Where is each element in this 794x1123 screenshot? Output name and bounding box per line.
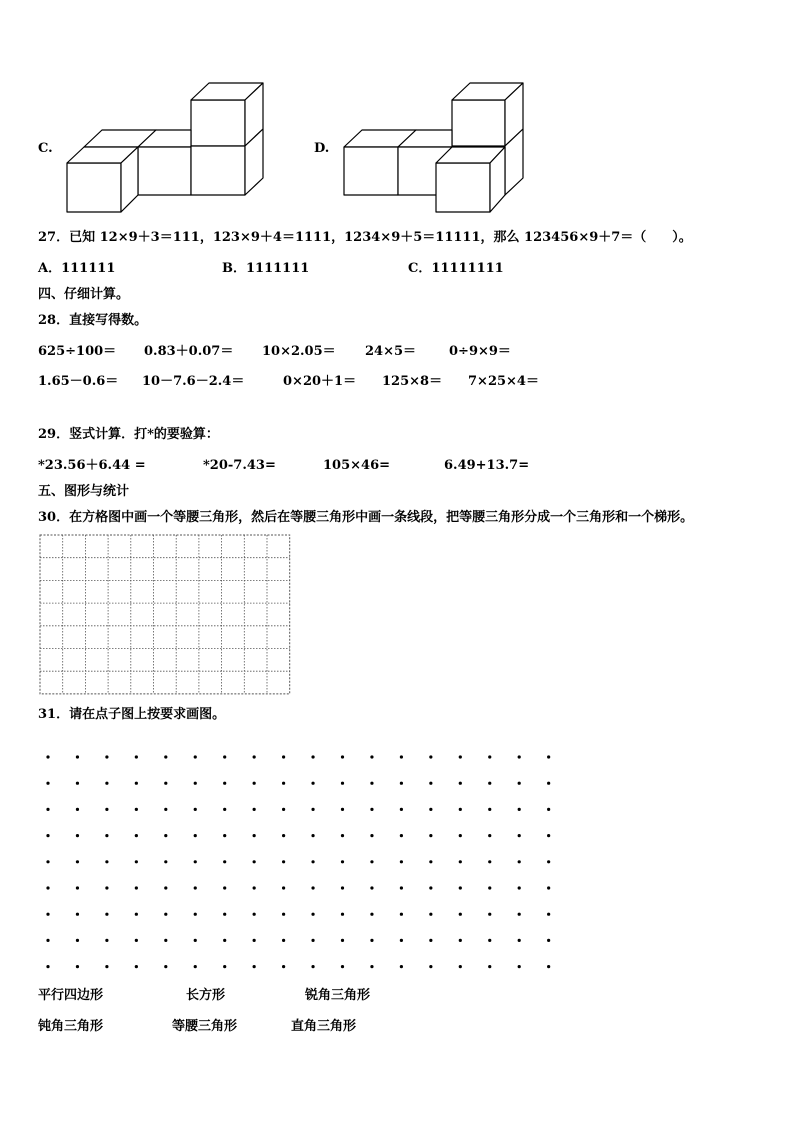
- q28-item: 10－7.6－2.4＝: [142, 374, 245, 389]
- grid-dot: [341, 939, 344, 942]
- grid-dot: [76, 782, 79, 785]
- grid-dot: [400, 939, 403, 942]
- grid-dot: [135, 886, 138, 889]
- grid-dot: [459, 834, 462, 837]
- grid-dot: [46, 965, 49, 968]
- grid-dot: [253, 860, 256, 863]
- grid-dot: [400, 755, 403, 758]
- grid-dot: [400, 965, 403, 968]
- grid-dot: [370, 886, 373, 889]
- grid-dot: [311, 808, 314, 811]
- grid-dot: [459, 886, 462, 889]
- grid-dot: [459, 860, 462, 863]
- grid-dot: [459, 808, 462, 811]
- grid-dot: [223, 782, 226, 785]
- grid-dot: [547, 782, 550, 785]
- shape-label: 长方形: [186, 988, 226, 1003]
- grid-dot: [518, 913, 521, 916]
- grid-dot: [370, 782, 373, 785]
- grid-dot: [518, 834, 521, 837]
- grid-dot: [518, 965, 521, 968]
- shape-label: 直角三角形: [291, 1019, 357, 1034]
- grid-dot: [400, 808, 403, 811]
- grid-dot: [253, 755, 256, 758]
- q29-item: *20-7.43=: [203, 458, 276, 473]
- grid-dot: [105, 808, 108, 811]
- grid-dot: [76, 913, 79, 916]
- grid-dot: [429, 886, 432, 889]
- grid-dot: [282, 782, 285, 785]
- grid-dot: [518, 782, 521, 785]
- grid-dot: [46, 834, 49, 837]
- grid-dot: [76, 860, 79, 863]
- q29-item: 105×46=: [323, 458, 391, 473]
- grid-dot: [223, 834, 226, 837]
- grid-dot: [341, 782, 344, 785]
- grid-dot: [488, 834, 491, 837]
- grid-dot: [547, 808, 550, 811]
- grid-dot: [46, 860, 49, 863]
- grid-dot: [194, 965, 197, 968]
- q28-item: 1.65－0.6＝: [38, 374, 119, 389]
- grid-dot: [341, 808, 344, 811]
- grid-dot: [76, 886, 79, 889]
- grid-dot: [459, 782, 462, 785]
- grid-dot: [547, 886, 550, 889]
- grid-dot: [194, 755, 197, 758]
- grid-dot: [223, 755, 226, 758]
- grid-dot: [518, 755, 521, 758]
- q27-option-c: C．11111111: [408, 261, 504, 276]
- section-4-title: 四、仔细计算。: [38, 287, 130, 302]
- shape-label: 钝角三角形: [38, 1019, 104, 1034]
- grid-dot: [429, 939, 432, 942]
- grid-dot: [488, 913, 491, 916]
- grid-dot: [76, 808, 79, 811]
- grid-dot: [194, 939, 197, 942]
- grid-dot: [76, 939, 79, 942]
- grid-dot: [253, 913, 256, 916]
- grid-dot: [370, 913, 373, 916]
- grid-dot: [105, 965, 108, 968]
- grid-dot: [429, 965, 432, 968]
- grid-dot: [135, 860, 138, 863]
- grid-dot: [223, 913, 226, 916]
- grid-dot: [282, 755, 285, 758]
- grid-dot: [547, 913, 550, 916]
- grid-dot: [429, 782, 432, 785]
- grid-dot: [311, 939, 314, 942]
- grid-dot: [105, 913, 108, 916]
- grid-dot: [105, 782, 108, 785]
- grid-dot: [194, 782, 197, 785]
- grid-dot: [46, 755, 49, 758]
- grid-dot: [518, 808, 521, 811]
- shape-label: 等腰三角形: [172, 1019, 238, 1034]
- grid-dot: [135, 755, 138, 758]
- grid-dot: [400, 834, 403, 837]
- grid-dot: [547, 939, 550, 942]
- grid-dot: [223, 965, 226, 968]
- grid-dot: [488, 965, 491, 968]
- grid-dot: [194, 834, 197, 837]
- grid-dot: [135, 782, 138, 785]
- grid-dot: [459, 939, 462, 942]
- shape-label: 锐角三角形: [305, 988, 371, 1003]
- grid-dot: [429, 755, 432, 758]
- q28-title: 28．直接写得数。: [38, 313, 148, 328]
- shape-label: 平行四边形: [38, 988, 104, 1003]
- grid-dot: [547, 965, 550, 968]
- grid-dot: [488, 939, 491, 942]
- q28-item: 0×20＋1＝: [283, 374, 357, 389]
- grid-dot: [282, 834, 285, 837]
- grid-dot: [164, 755, 167, 758]
- section-5-title: 五、图形与统计: [38, 484, 130, 499]
- grid-dot: [488, 886, 491, 889]
- grid-dot: [164, 808, 167, 811]
- grid-dot: [135, 808, 138, 811]
- grid-dot: [282, 939, 285, 942]
- grid-dot: [46, 782, 49, 785]
- grid-dot: [341, 913, 344, 916]
- grid-dot: [547, 860, 550, 863]
- grid-dot: [282, 886, 285, 889]
- grid-dot: [311, 886, 314, 889]
- q29-item: 6.49+13.7=: [444, 458, 530, 473]
- grid-dot: [518, 939, 521, 942]
- grid-dot: [223, 939, 226, 942]
- grid-dot: [370, 860, 373, 863]
- grid-dot: [253, 939, 256, 942]
- grid-dot: [46, 913, 49, 916]
- grid-dot: [311, 913, 314, 916]
- grid-dot: [429, 834, 432, 837]
- q30-title: 30．在方格图中画一个等腰三角形，然后在等腰三角形中画一条线段，把等腰三角形分成一个三角形和一个梯形。: [38, 510, 694, 525]
- grid-dot: [164, 939, 167, 942]
- grid-dot: [370, 939, 373, 942]
- grid-dot: [164, 834, 167, 837]
- q27-option-b: B．1111111: [222, 261, 310, 276]
- grid-dot: [253, 886, 256, 889]
- grid-dot: [400, 886, 403, 889]
- grid-dot: [400, 782, 403, 785]
- grid-dot: [400, 860, 403, 863]
- grid-dot: [135, 834, 138, 837]
- grid-dot: [105, 860, 108, 863]
- grid-dot: [282, 808, 285, 811]
- grid-dot: [488, 860, 491, 863]
- q27-option-a: A．111111: [38, 261, 116, 276]
- grid-dot: [547, 834, 550, 837]
- grid-dot: [135, 913, 138, 916]
- grid-dot: [194, 860, 197, 863]
- grid-dot: [429, 808, 432, 811]
- grid-dot: [105, 939, 108, 942]
- grid-dot: [518, 886, 521, 889]
- grid-dot: [459, 913, 462, 916]
- grid-dot: [223, 886, 226, 889]
- grid-dot: [76, 965, 79, 968]
- grid-dot: [253, 965, 256, 968]
- grid-dot: [488, 808, 491, 811]
- grid-dot: [135, 939, 138, 942]
- grid-dot: [311, 834, 314, 837]
- grid-dot: [488, 755, 491, 758]
- grid-dot: [370, 808, 373, 811]
- grid-dot: [282, 913, 285, 916]
- grid-dot: [135, 965, 138, 968]
- grid-dot: [547, 755, 550, 758]
- grid-dot: [311, 755, 314, 758]
- q28-item: 0.83＋0.07＝: [144, 344, 234, 359]
- grid-dot: [105, 886, 108, 889]
- grid-dot: [253, 782, 256, 785]
- grid-dot: [194, 886, 197, 889]
- grid-dot: [164, 782, 167, 785]
- grid-dot: [223, 860, 226, 863]
- grid-dot: [370, 755, 373, 758]
- grid-dot: [194, 913, 197, 916]
- grid-dot: [341, 886, 344, 889]
- grid-dot: [370, 834, 373, 837]
- grid-dot: [459, 965, 462, 968]
- q28-item: 10×2.05＝: [262, 344, 336, 359]
- q28-item: 125×8＝: [382, 374, 443, 389]
- grid-dot: [253, 808, 256, 811]
- grid-dot: [76, 834, 79, 837]
- grid-dot: [282, 965, 285, 968]
- grid-dot: [311, 860, 314, 863]
- grid-dot: [429, 913, 432, 916]
- grid-dot: [341, 834, 344, 837]
- grid-dot: [341, 965, 344, 968]
- grid-dot: [282, 860, 285, 863]
- q28-item: 625÷100＝: [38, 344, 117, 359]
- grid-dot: [370, 965, 373, 968]
- grid-dot: [223, 808, 226, 811]
- grid-dot: [46, 939, 49, 942]
- option-d-label: D.: [314, 141, 330, 156]
- grid-dot: [76, 755, 79, 758]
- grid-dot: [341, 860, 344, 863]
- option-c-label: C.: [38, 141, 53, 156]
- q27-question: 27．已知 12×9＋3＝111，123×9＋4＝1111，1234×9＋5＝11111，那么 123456×9＋7＝（ ）。: [38, 230, 692, 245]
- grid-dot: [518, 860, 521, 863]
- grid-dot: [105, 834, 108, 837]
- grid-dot: [400, 913, 403, 916]
- q28-item: 24×5＝: [365, 344, 417, 359]
- grid-dot: [194, 808, 197, 811]
- grid-dot: [311, 965, 314, 968]
- grid-dot: [429, 860, 432, 863]
- grid-dot: [488, 782, 491, 785]
- grid-dot: [164, 860, 167, 863]
- q28-item: 7×25×4＝: [468, 374, 539, 389]
- grid-dot: [105, 755, 108, 758]
- grid-dot: [459, 755, 462, 758]
- grid-dot: [253, 834, 256, 837]
- q29-item: *23.56＋6.44 =: [38, 458, 146, 473]
- grid-dot: [46, 886, 49, 889]
- grid-dot: [164, 965, 167, 968]
- grid-dot: [341, 755, 344, 758]
- grid-dot: [46, 808, 49, 811]
- q31-title: 31．请在点子图上按要求画图。: [38, 707, 226, 722]
- q28-item: 0÷9×9＝: [449, 344, 511, 359]
- grid-dot: [164, 913, 167, 916]
- q29-title: 29．竖式计算．打*的要验算：: [38, 427, 219, 442]
- grid-dot: [164, 886, 167, 889]
- grid-dot: [311, 782, 314, 785]
